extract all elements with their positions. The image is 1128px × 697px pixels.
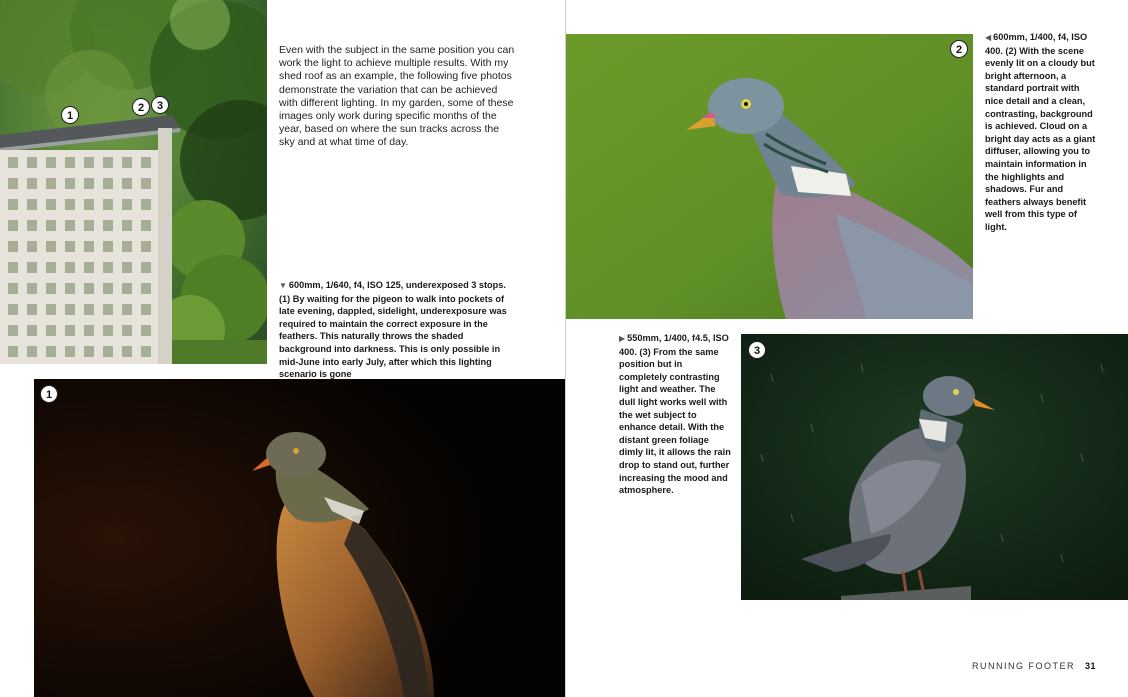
shed-marker-3: 3 [151, 96, 169, 114]
caption-2 [985, 31, 1097, 234]
caption-1 [279, 279, 509, 381]
pigeon-photo-2 [566, 34, 973, 319]
caption-3-text: 550mm, 1/400, f4.5, ISO 400. (3) From the same position but in completely contrasting light and weather. The dull light works well with the wet subject to enhance detail. With the distant green foliage dimly lit, it allows the rain drop to stand out, further increasing the mood and atmosphere. [619, 333, 731, 496]
shed-marker-1: 1 [61, 106, 79, 124]
pigeon-green-illustration [566, 34, 973, 319]
arrow-left-icon: ◀ [985, 33, 992, 42]
pigeon-dark-illustration [34, 379, 565, 697]
caption-3 [619, 332, 732, 497]
arrow-right-icon: ▶ [619, 334, 626, 343]
shed-illustration [0, 0, 267, 364]
page-number: 31 [1084, 661, 1096, 671]
photo-1-marker: 1 [40, 385, 58, 403]
pigeon-rain-illustration [741, 334, 1128, 600]
running-footer [972, 661, 1096, 671]
photo-2-marker: 2 [950, 40, 968, 58]
body-text: Even with the subject in the same position you can work the light to achieve multiple results. With my shed roof as an example, the following five photos demonstrate the variation that can be achieved with different lighting. In my garden, some of these images only work during specific months of the year, based on where the sun tracks across the sky and at what time of day. [279, 44, 515, 149]
pigeon-photo-3 [741, 334, 1128, 600]
pigeon-photo-1 [34, 379, 565, 697]
caption-2-text: 600mm, 1/400, f4, ISO 400. (2) With the scene evenly lit on a cloudy but bright afternoon, a standard portrait with nice detail and a clean, contrasting, background is achieved. Cloud on a bright day acts as a giant diffuser, allowing you to maintain information in the highlights and shadows. Fur and feathers always benefit well from this type of light. [985, 32, 1096, 232]
shed-marker-2: 2 [132, 98, 150, 116]
caption-1-text: 600mm, 1/640, f4, ISO 125, underexposed 3 stops. (1) By waiting for the pigeon to walk into pockets of late evening, dappled, sidelight, underexposure was required to maintain the correct exposure in the feathers. This naturally throws the shaded background into darkness. This is only possible in mid-June into early July, after which this lighting scenario is gone [279, 280, 507, 380]
arrow-down-icon: ▼ [279, 281, 287, 290]
photo-3-marker: 3 [748, 341, 766, 359]
shed-photo [0, 0, 267, 364]
running-footer-text: RUNNING FOOTER [971, 661, 1075, 671]
